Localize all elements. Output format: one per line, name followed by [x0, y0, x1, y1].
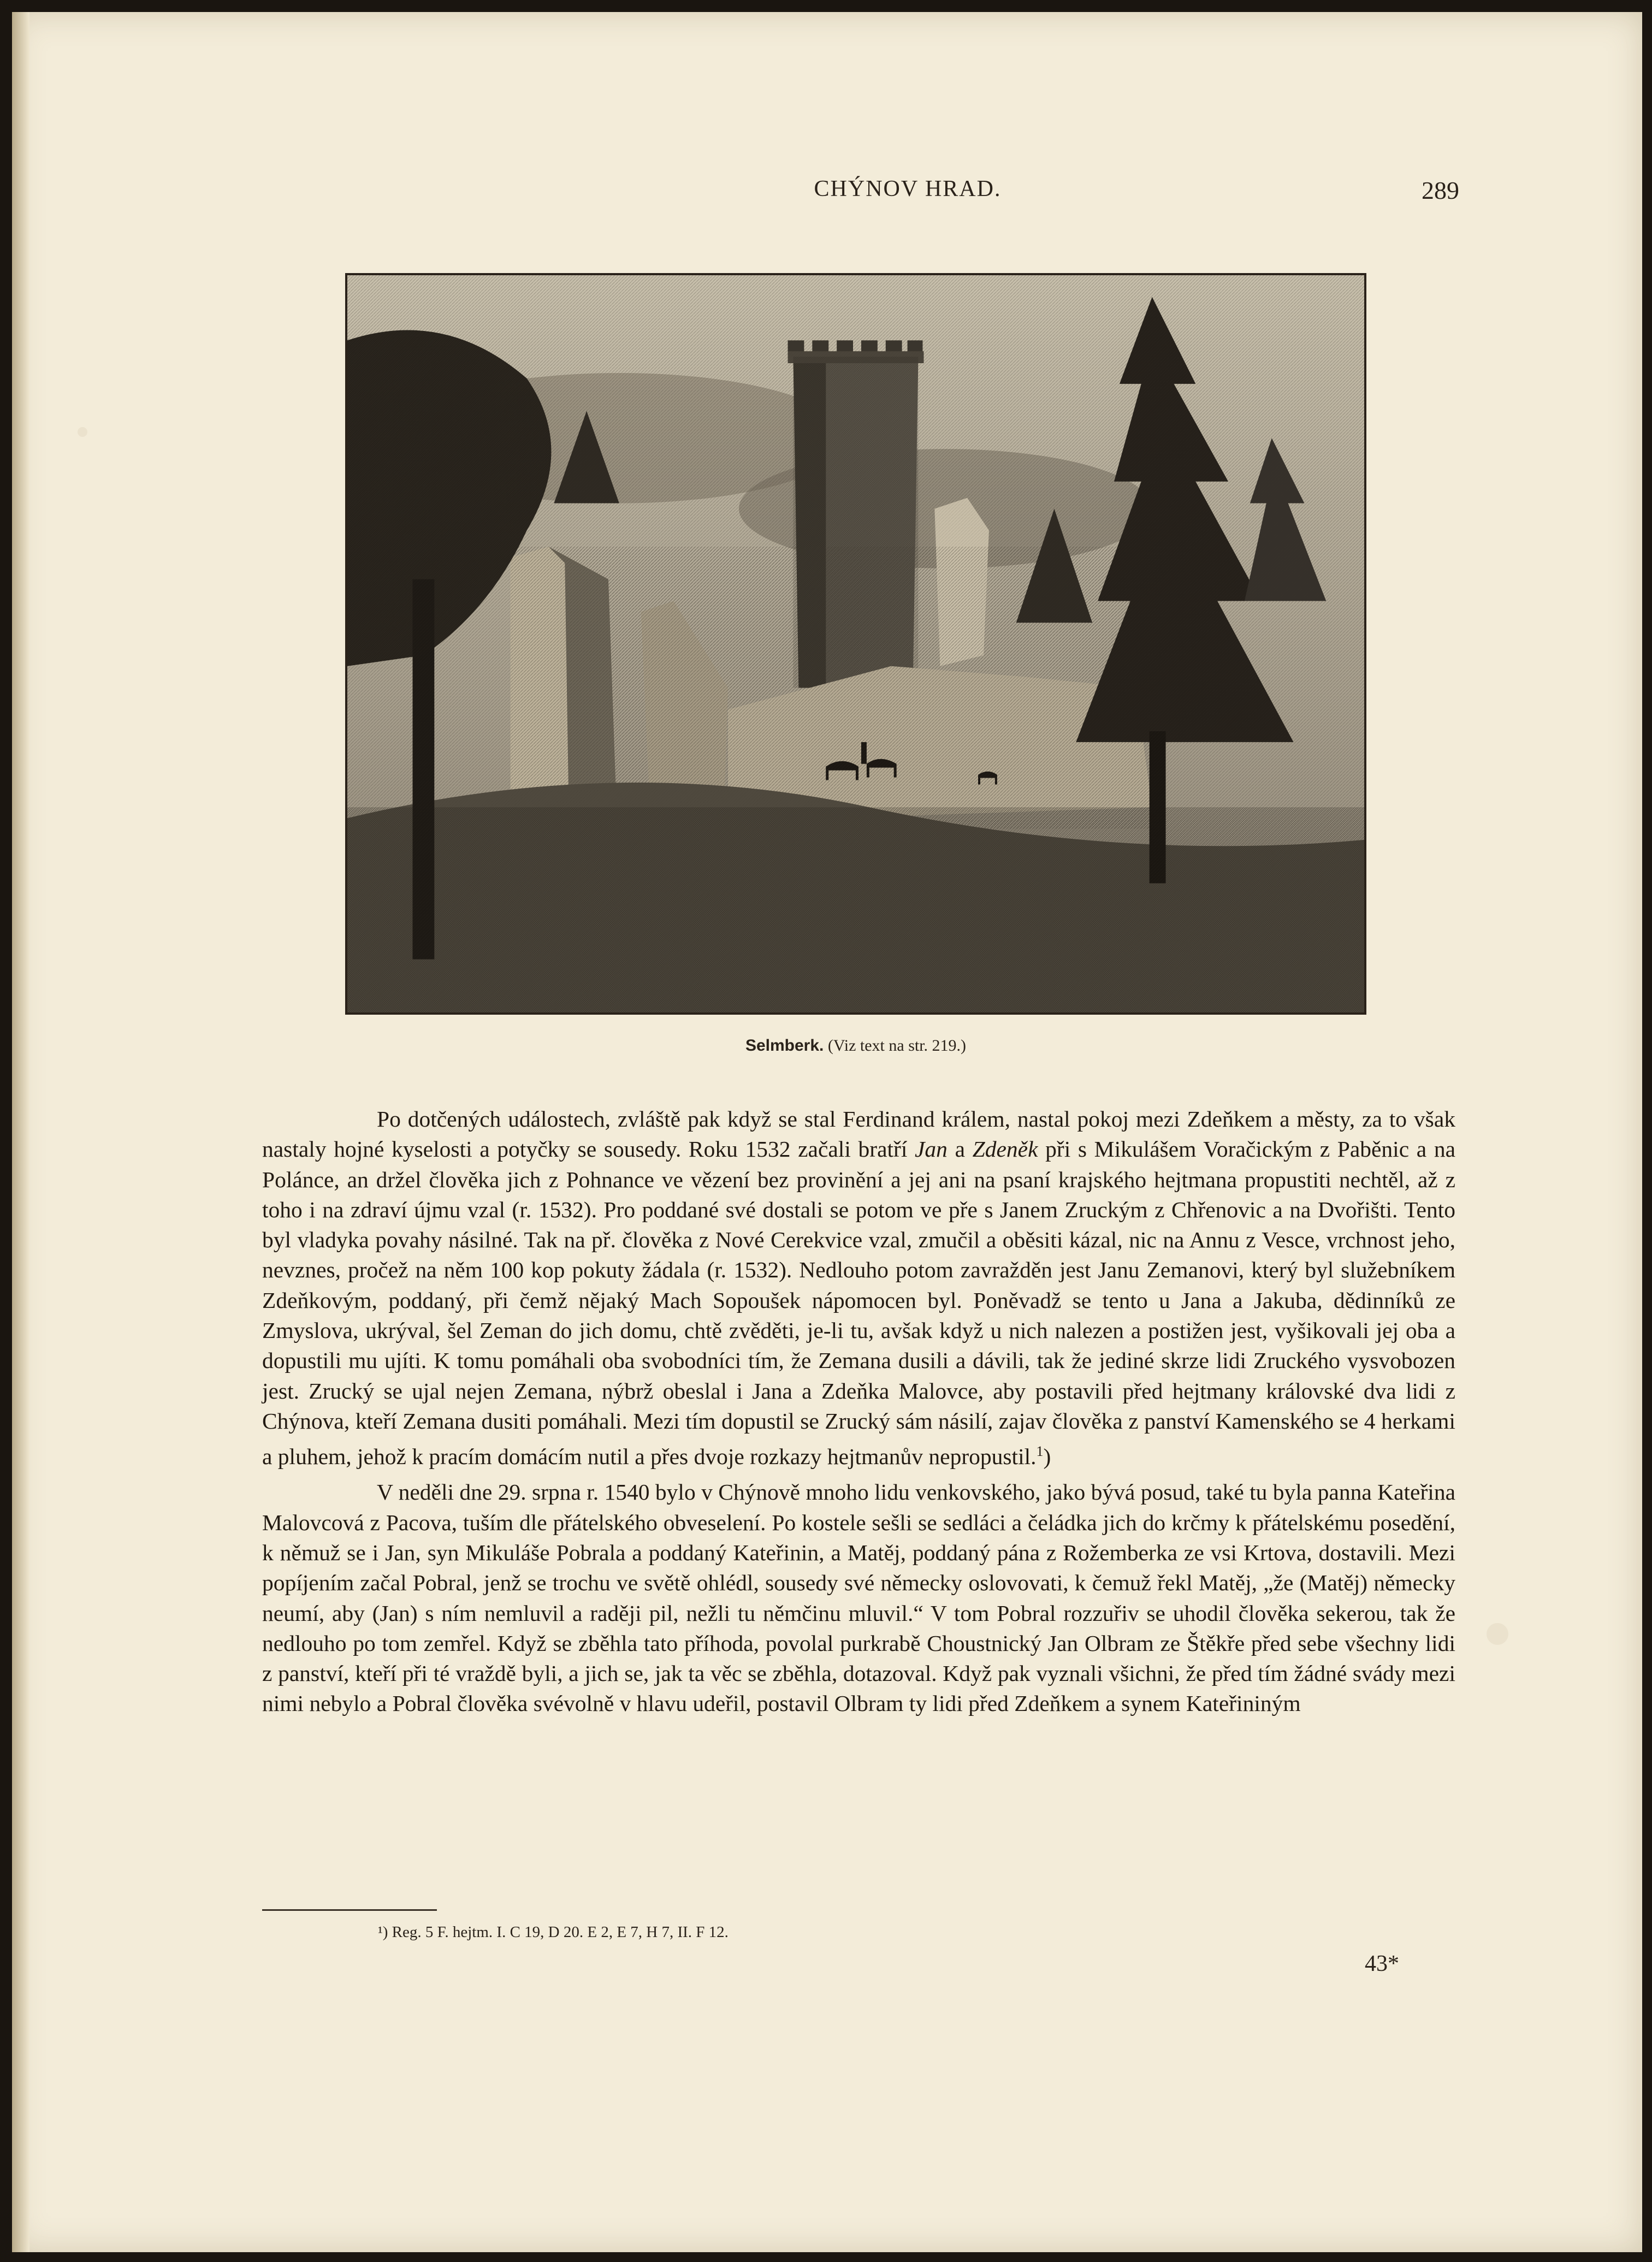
paragraph: V neděli dne 29. srpna r. 1540 bylo v Chýnově mnoho lidu venkovského, jako bývá posud, také tu byla panna Kateřina Malovcová z Pacova, tuším dle přátelského obveselení. Po kostele sešli se sedláci a čeládka jich do krčmy k přátelskému posedění, k němuž se i Jan, syn Mikuláše Pobrala a poddaný Kateřinin, a Matěj, poddaný pána z Rožemberka ze vsi Krtova, dostavili. Mezi popíjením začal Pobral, jenž se trochu ve světě ohlédl, sousedy své německy oslovovati, k čemuž řekl Matěj, „že (Matěj) německy neumí, aby (Jan) s ním nemluvil a raději pil, nežli tu němčinu mluvil.“ V tom Pobral rozzuřiv se uhodil člověka sekerou, tak že nedlouho po tom zemřel. Když se zběhla tato příhoda, povolal purkrabě Choustnický Jan Olbram ze Štěkře před sebe všechny lidi z panství, kteří při té vraždě byli, a jich se, jak ta věc se zběhla, dotazoval. Když pak vyznali všichni, že před tím žádné svády mezi nimi nebylo a Pobral člověka svévolně v hlavu udeřil, postavil Olbram ty lidi před Zdeňkem a synem Kateřininým	[262, 1479, 1455, 1716]
footnote-marker: ¹)	[378, 1923, 388, 1941]
page-header	[12, 176, 1642, 220]
footnote-text: Reg. 5 F. hejtm. I. C 19, D 20. E 2, E 7, H 7, II. F 12.	[388, 1923, 729, 1941]
text-run: )	[1043, 1444, 1051, 1470]
page-number: 289	[1422, 176, 1459, 204]
printer-signature: 43*	[1365, 1951, 1399, 1976]
paragraph	[262, 1104, 1455, 1472]
paper-spot	[78, 427, 87, 437]
caption-reference: (Viz text na str. 219.)	[824, 1037, 967, 1055]
text-run: při s Mikulášem Voračickým z Paběnic a na Polánce, an držel člověka jich z Pohnance ve vězení bez provinění a jej ani na psaní krajského hejtmana propustiti nechtěl, až z toho i na zdraví újmu vzal (r. 1532). Pro poddané své dostali se potom ve pře s Janem Zruckým z Chřenovic a na Dvořišti. Tento byl vladyka povahy násilné. Tak na př. člověka z Nové Cerekvice vzal, zmučil a oběsiti kázal, nic na Annu z Vesce, vrchnost jeho, nevznes, pročež na něm 100 kop pokuty žádala (r. 1532). Nedlouho potom zavražděn jest Janu Zemanovi, který byl služebníkem Zdeňkovým, poddaný, při čemž nějaký Mach Sopoušek nápomocen byl. Poněvadž se tento u Jana a Jakuba, dědinníků ze Zmyslova, ukrýval, šel Zeman do jich domu, chtě zvěděti, je-li tu, avšak když u nich nalezen a postižen jest, vyšikovali jej oba a dopustili mu ujíti. K tomu pomáhali oba svobodníci tím, že Zemana dusili a dávili, tak že jediné skrze lidi Zruckého vysvobozen jest. Zrucký se ujal nejen Zemana, nýbrž obeslal i Jana a Zdeňka Malovce, aby postavili před hejtmany královské dva lidi z Chýnova, kteří Zemana dusiti pomáhali. Mezi tím dopustil se Zrucký sám násilí, zajav člověka z panství Kamenského se 4 herkami a pluhem, jehož k pracím domácím nutil a přes dvoje rozkazy hejtmanův nepropustil.	[262, 1136, 1456, 1470]
footnote	[378, 1923, 1361, 1941]
book-page	[12, 12, 1642, 2252]
body-text	[262, 1104, 1455, 1725]
paper-spot	[1487, 1623, 1508, 1645]
text-run: a	[947, 1136, 973, 1162]
footnote-rule	[262, 1909, 437, 1911]
footnote-ref[interactable]: 1	[1036, 1443, 1044, 1460]
figure-caption	[345, 1037, 1366, 1055]
text-run: Po dotčených událostech, zvláště pak když se stal Ferdinand králem, nastal pokoj mezi Zdeňkem a městy, za to však nastaly hojné kyselosti a potyčky se sousedy. Roku 1532 začali bratří	[262, 1106, 1455, 1162]
name-jan: Jan	[915, 1136, 948, 1162]
name-zdenek: Zdeněk	[972, 1136, 1038, 1162]
caption-title: Selmberk.	[745, 1037, 824, 1055]
page-gutter	[12, 12, 29, 2252]
running-title: CHÝNOV HRAD.	[814, 176, 1002, 202]
castle-ruin-engraving	[347, 275, 1364, 1012]
engraving-illustration	[345, 273, 1366, 1015]
